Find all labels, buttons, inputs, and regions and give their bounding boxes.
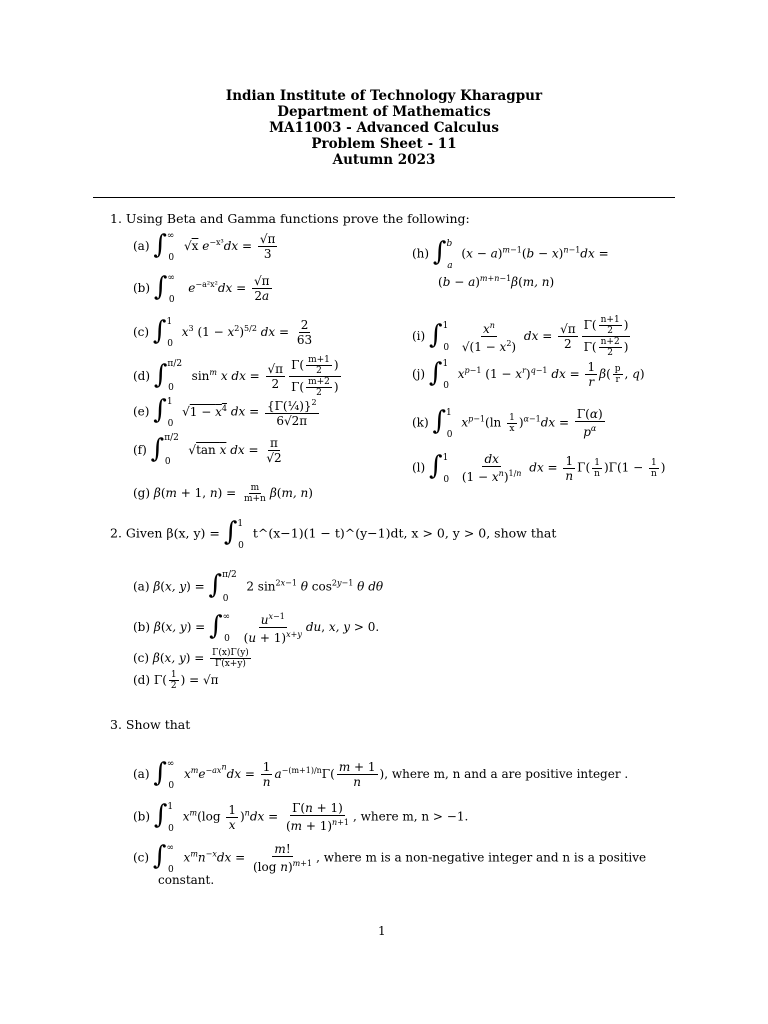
- q1-item-k: (k) ∫$^1_0$ $x^{p-1}(\ln$ $\frac{1}{x}$ )$^{\alpha-1}$dx = $\frac{\Gamma(\alpha)}{p^\alpha}$: [412, 406, 603, 440]
- q2-item-c: (c) β(x, y) = $\frac{\Gamma(x)\Gamma(y)}{\Gamma(x+y)}$: [133, 648, 249, 669]
- q3-item-c-continued: constant.: [158, 873, 215, 887]
- q1-item-l: (l) ∫$^1_0$ $\frac{dx}{(1 - x^n)^{1/n}}$ dx = $\frac{1}{n}$ Γ( $\frac{1}{n}$ )Γ(1 − $\frac{1}{n}$ ): [412, 451, 666, 485]
- q1-item-g: (g) β(m + 1, n) = $\frac{m}{m+n}$ β(m, n): [133, 483, 313, 504]
- question-1-heading: [110, 211, 470, 226]
- question-number: 3.: [110, 717, 122, 732]
- q1-item-h: (h) ∫$^b_a$ $(x - a)^{m-1}(b - x)^{n-1}dx$ =: [412, 237, 609, 271]
- page-number: 1: [378, 924, 386, 938]
- q2-item-d: (d) Γ( $\frac{1}{2}$ ) = √π: [133, 670, 219, 691]
- q1-item-e: (e) ∫$^1_0$ $√1 - x^4$ dx = $\frac{\{\Gamma(\frac{1}{4})\}^2}{6√2\pi}$: [133, 395, 317, 429]
- q1-item-c: (c) ∫$^1_0$ $x^3$ $(1 - x^2)^{5/2}$ dx = $\frac{2}{63}$: [133, 315, 313, 349]
- question-text: Show that: [125, 717, 191, 732]
- question-number: 2.: [110, 525, 122, 541]
- header-divider: [93, 197, 675, 198]
- q1-item-a: (a) $\int^\infty_0$ √x $e^{-x^3}dx$ = $\frac{√\pi}{3}$: [133, 229, 276, 263]
- q3-item-c: (c) $\int^\infty_0$ $x^mn^{-x}dx$ = $\frac{m!}{(\log n)^{m+1}}$ , where m is a non-negative integer and n is a positive: [133, 841, 647, 875]
- q2-item-b: (b) β(x, $y) = \int^\infty_0$ $\frac{u^{x-1}}{(u + 1)^{x+y}}$ du, x, y > 0.: [133, 610, 380, 645]
- q1-item-f: (f) ∫$^{\pi/2}_0$ √tan x dx = $\frac{\pi}{√2}$: [133, 433, 282, 467]
- question-3-heading: [110, 717, 190, 732]
- course-title: MA11003 - Advanced Calculus: [269, 120, 499, 136]
- q1-item-i: (i) ∫$^1_0$ $\frac{x^n}{√(1 - x^2)}$ dx = $\frac{√\pi}{2}$ Γ( $\frac{n+1}{2}$ ) Γ( $\frac{n+2}{2}$ ): [412, 315, 629, 358]
- document-header: [0, 88, 768, 168]
- question-2-heading: 2. Given β(x, y) = ∫$^1_0$ t^(x−1)(1 − t)^(y−1)dt, x > 0, y > 0, show that: [110, 517, 557, 551]
- question-text: Using Beta and Gamma functions prove the following:: [125, 211, 470, 226]
- q1-item-h-continued: $(b - a)^{m+n-1}\beta(m$, n): [438, 274, 555, 289]
- semester: Autumn 2023: [332, 152, 436, 168]
- q3-item-b: (b) ∫$^1_0$ $x^m(\log$ $\frac{1}{x}$ )$^n$dx = $\frac{\Gamma(n + 1)}{(m + 1)^{n+1}}$ , where m, n > −1.: [133, 800, 469, 834]
- q1-item-b: (b) $\int^\infty_0$ $e^{-a^2x^2}dx$ = $\frac{√\pi}{2a}$: [133, 271, 270, 305]
- department-name: Department of Mathematics: [277, 104, 491, 120]
- q1-item-j: (j) ∫$^1_0$ $x^{p-1}$ $(1 - x^r)^{q-1}$ dx = $\frac{1}{r}$ β( $\frac{p}{r}$ , q): [412, 357, 645, 391]
- institute-name: Indian Institute of Technology Kharagpur: [225, 88, 543, 104]
- q2-item-a: (a) β(x, y) = ∫$^{\pi/2}_0$ 2 $\sin^{2x-1} \theta$ $\cos^{2y-1} \theta$ dθ: [133, 569, 384, 604]
- q3-item-a: (a) $\int^\infty_0$ $x^me^{-ax^n}dx$ = $\frac{1}{n}$ $a^{-(m+1)/n}\Gamma$( $\frac{m + 1}{n}$ ), where m, n and a are positive integer .: [133, 757, 629, 791]
- question-number: 1.: [110, 211, 122, 226]
- q1-item-d: (d) ∫$^{\pi/2}_0$ $\sin^m x$ dx = $\frac{√\pi}{2}$ Γ( $\frac{m+1}{2}$ ) Γ( $\frac{m+2}{2}$ ): [133, 355, 339, 398]
- sheet-title: Problem Sheet - 11: [311, 136, 457, 152]
